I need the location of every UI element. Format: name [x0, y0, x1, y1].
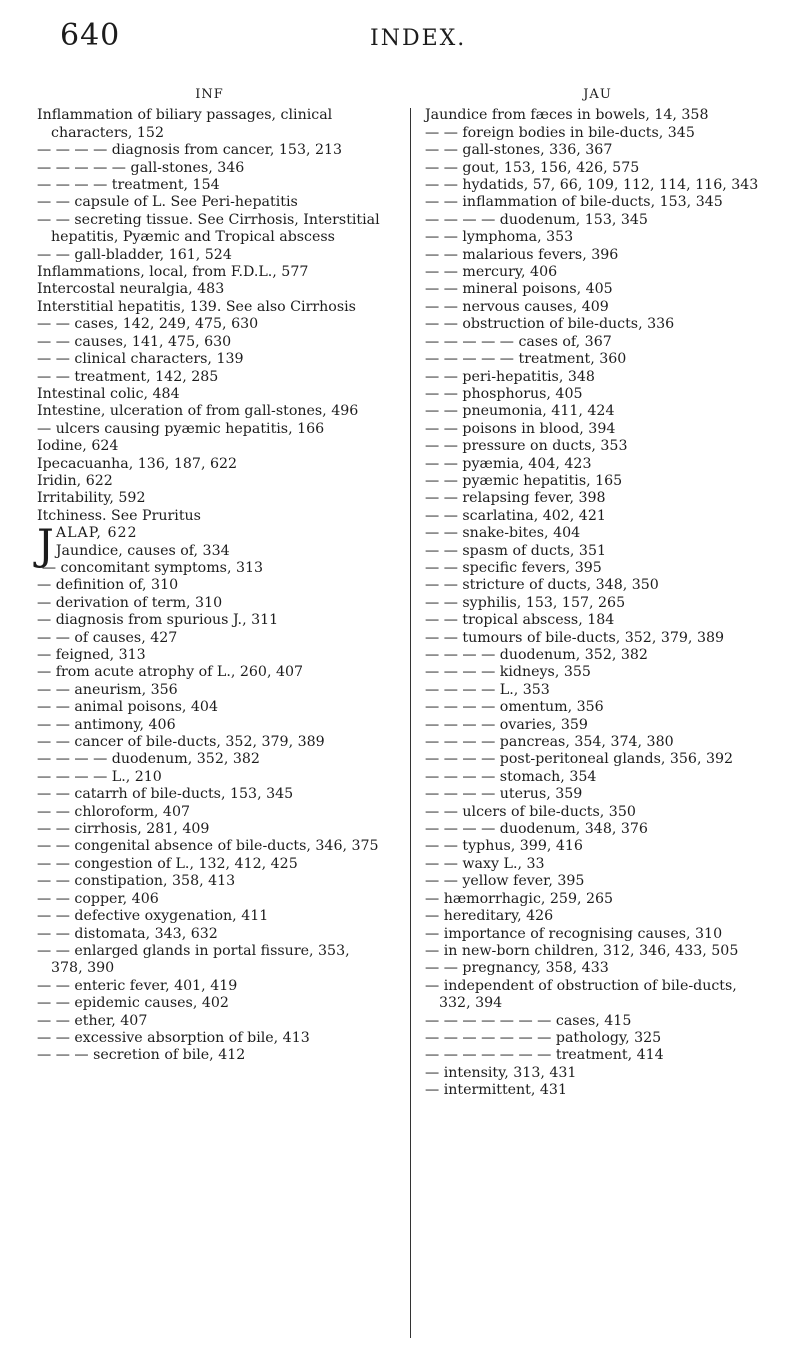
- index-entry: — derivation of term, 310: [37, 594, 223, 611]
- index-entry: — — specific fevers, 395: [425, 559, 602, 576]
- index-entry: — — congestion of L., 132, 412, 425: [37, 855, 298, 872]
- index-entry: — — — — L., 353: [425, 681, 550, 698]
- index-entry: — — — — treatment, 154: [37, 177, 220, 194]
- index-entry: — from acute atrophy of L., 260, 407: [37, 664, 304, 681]
- index-entry: — hæmorrhagic, 259, 265: [425, 890, 614, 907]
- index-entry: — concomitant symptoms, 313: [41, 559, 264, 576]
- index-entry: — — — — kidneys, 355: [425, 664, 591, 681]
- index-entry: — — — — L., 210: [37, 768, 162, 785]
- index-entry: Iridin, 622: [37, 472, 113, 489]
- index-entry: — — copper, 406: [37, 890, 159, 907]
- index-entry: — — — — — — — treatment, 414: [425, 1047, 664, 1064]
- index-entry: — — nervous causes, 409: [425, 298, 609, 315]
- index-entry: — feigned, 313: [37, 647, 146, 663]
- right-column: [425, 86, 770, 1100]
- left-column: [37, 86, 382, 1065]
- index-entry: — — yellow fever, 395: [425, 873, 585, 890]
- index-entry: Inflammations, local, from F.D.L., 577: [37, 264, 309, 281]
- index-entry: — — catarrh of bile-ducts, 153, 345: [37, 786, 294, 803]
- index-entry: — — — — — — — pathology, 325: [425, 1029, 662, 1046]
- index-entry: — — distomata, 343, 632: [37, 925, 218, 942]
- index-entry: — — — — ovaries, 359: [425, 716, 588, 733]
- index-entry: — — cirrhosis, 281, 409: [37, 821, 210, 838]
- index-entry: — — spasm of ducts, 351: [425, 542, 607, 559]
- index-entry: — independent of obstruction of bile-ducts, 332, 394: [425, 977, 737, 1012]
- index-entry: — — pyæmic hepatitis, 165: [425, 472, 623, 489]
- page-title: INDEX.: [370, 26, 467, 51]
- index-entry: — — — — duodenum, 348, 376: [425, 821, 648, 838]
- index-entry: — — epidemic causes, 402: [37, 995, 229, 1012]
- index-entry: — — — — diagnosis from cancer, 153, 213: [37, 142, 343, 159]
- index-entry: — — — — post-peritoneal glands, 356, 392: [425, 751, 734, 768]
- index-entry: — — clinical characters, 139: [37, 351, 244, 368]
- index-entry: — — chloroform, 407: [37, 803, 191, 820]
- index-entry: — hereditary, 426: [425, 908, 554, 925]
- index-entry: — — relapsing fever, 398: [425, 490, 606, 507]
- page-header: [0, 18, 800, 62]
- index-entry: ALAP, 622: [55, 525, 138, 542]
- index-entry: — — enteric fever, 401, 419: [37, 977, 238, 994]
- index-entry: — — waxy L., 33: [425, 855, 545, 872]
- index-entry: — — peri-hepatitis, 348: [425, 368, 595, 385]
- left-entries: [37, 107, 382, 525]
- index-entry: — — lymphoma, 353: [425, 229, 574, 246]
- index-entry: — — — — — cases of, 367: [425, 333, 612, 350]
- index-entry: — — typhus, 399, 416: [425, 838, 583, 855]
- index-entry: — — ulcers of bile-ducts, 350: [425, 803, 636, 820]
- index-entry: — — phosphorus, 405: [425, 385, 583, 402]
- index-entry: — — animal poisons, 404: [37, 699, 218, 716]
- index-entry: — — — — duodenum, 153, 345: [425, 211, 648, 228]
- index-entry: — — inflammation of bile-ducts, 153, 345: [425, 194, 723, 211]
- column-divider: [410, 108, 411, 1338]
- index-entry: — — capsule of L. See Peri-hepatitis: [37, 194, 298, 211]
- index-entry: — — excessive absorption of bile, 413: [37, 1029, 310, 1046]
- index-entry: — importance of recognising causes, 310: [425, 925, 723, 942]
- index-entry: — — — secretion of bile, 412: [37, 1047, 246, 1064]
- index-entry: — — aneurism, 356: [37, 681, 178, 698]
- index-entry: — — scarlatina, 402, 421: [425, 507, 606, 524]
- index-entry: Intestinal colic, 484: [37, 385, 180, 402]
- page-number: 640: [60, 18, 121, 53]
- index-entry: — — — — — gall-stones, 346: [37, 159, 245, 176]
- index-entry: — — ether, 407: [37, 1012, 148, 1029]
- index-entry: — — gout, 153, 156, 426, 575: [425, 159, 640, 176]
- left-entries-2: [37, 560, 382, 1065]
- index-entry: — definition of, 310: [37, 577, 179, 594]
- index-entry: — — secreting tissue. See Cirrhosis, Interstitial hepatitis, Pyæmic and Tropical abscess: [37, 211, 380, 246]
- index-entry: — — — — — — — cases, 415: [425, 1012, 632, 1029]
- index-entry: — — gall-bladder, 161, 524: [37, 246, 232, 263]
- index-entry: — — defective oxygenation, 411: [37, 908, 269, 925]
- index-entry: — — snake-bites, 404: [425, 525, 581, 542]
- index-entry: Itchiness. See Pruritus: [37, 507, 201, 524]
- index-entry: — — cases, 142, 249, 475, 630: [37, 316, 259, 333]
- index-entry: — ulcers causing pyæmic hepatitis, 166: [37, 420, 325, 437]
- index-entry: Interstitial hepatitis, 139. See also Cirrhosis: [37, 298, 356, 315]
- index-entry: Jaundice from fæces in bowels, 14, 358: [425, 107, 709, 124]
- index-entry: — — constipation, 358, 413: [37, 873, 236, 890]
- index-entry: — — pregnancy, 358, 433: [425, 960, 609, 977]
- index-entry: — — — — — treatment, 360: [425, 351, 627, 368]
- index-entry: — — poisons in blood, 394: [425, 420, 616, 437]
- index-entry: — — hydatids, 57, 66, 109, 112, 114, 116, 343: [425, 177, 759, 194]
- index-entry: — — antimony, 406: [37, 716, 176, 733]
- index-entry: — diagnosis from spurious J., 311: [37, 612, 279, 629]
- index-entry: — — syphilis, 153, 157, 265: [425, 594, 626, 611]
- index-entry: — — pressure on ducts, 353: [425, 438, 628, 455]
- index-entry: — — stricture of ducts, 348, 350: [425, 577, 659, 594]
- index-entry: Jaundice, causes of, 334: [55, 542, 230, 559]
- index-entry: — in new-born children, 312, 346, 433, 505: [425, 942, 739, 959]
- index-entry: — — enlarged glands in portal fissure, 353, 378, 390: [37, 942, 350, 977]
- index-entry: — — treatment, 142, 285: [37, 368, 219, 385]
- index-entry: — — foreign bodies in bile-ducts, 345: [425, 124, 695, 141]
- index-entry: — — pneumonia, 411, 424: [425, 403, 615, 420]
- index-entry: — — mercury, 406: [425, 264, 558, 281]
- index-entry: — — — — stomach, 354: [425, 768, 597, 785]
- index-entry: — — congenital absence of bile-ducts, 346, 375: [37, 838, 379, 855]
- dropcap-letter: J: [37, 520, 54, 570]
- index-entry: — — — — omentum, 356: [425, 699, 604, 716]
- index-entry: — — — — duodenum, 352, 382: [37, 751, 260, 768]
- index-entry: Ipecacuanha, 136, 187, 622: [37, 455, 238, 472]
- index-entry: — — — — pancreas, 354, 374, 380: [425, 734, 674, 751]
- index-entry: — — pyæmia, 404, 423: [425, 455, 592, 472]
- index-entry: Irritability, 592: [37, 490, 146, 507]
- index-entry: — — causes, 141, 475, 630: [37, 333, 232, 350]
- index-entry: — — mineral poisons, 405: [425, 281, 613, 298]
- right-column-guide: JAU: [583, 87, 612, 102]
- index-entry: — — tumours of bile-ducts, 352, 379, 389: [425, 629, 725, 646]
- index-entry: — — — — duodenum, 352, 382: [425, 647, 648, 663]
- index-entry: — — malarious fevers, 396: [425, 246, 619, 263]
- index-entry: Intercostal neuralgia, 483: [37, 281, 225, 298]
- index-entry: — — tropical abscess, 184: [425, 612, 615, 629]
- index-entry: Intestine, ulceration of from gall-stones, 496: [37, 403, 359, 420]
- index-entry: — — — — uterus, 359: [425, 786, 583, 803]
- index-entry: — — gall-stones, 336, 367: [425, 142, 613, 159]
- index-entry: Iodine, 624: [37, 438, 119, 455]
- right-entries: [425, 107, 770, 1099]
- index-entry: Inflammation of biliary passages, clinical characters, 152: [37, 107, 333, 141]
- index-entry: — — obstruction of bile-ducts, 336: [425, 316, 675, 333]
- index-entry: — intermittent, 431: [425, 1082, 567, 1099]
- index-entry: — — of causes, 427: [37, 629, 178, 646]
- index-entry: — — cancer of bile-ducts, 352, 379, 389: [37, 734, 325, 751]
- index-entry: — intensity, 313, 431: [425, 1064, 577, 1081]
- left-column-guide: INF: [195, 87, 224, 102]
